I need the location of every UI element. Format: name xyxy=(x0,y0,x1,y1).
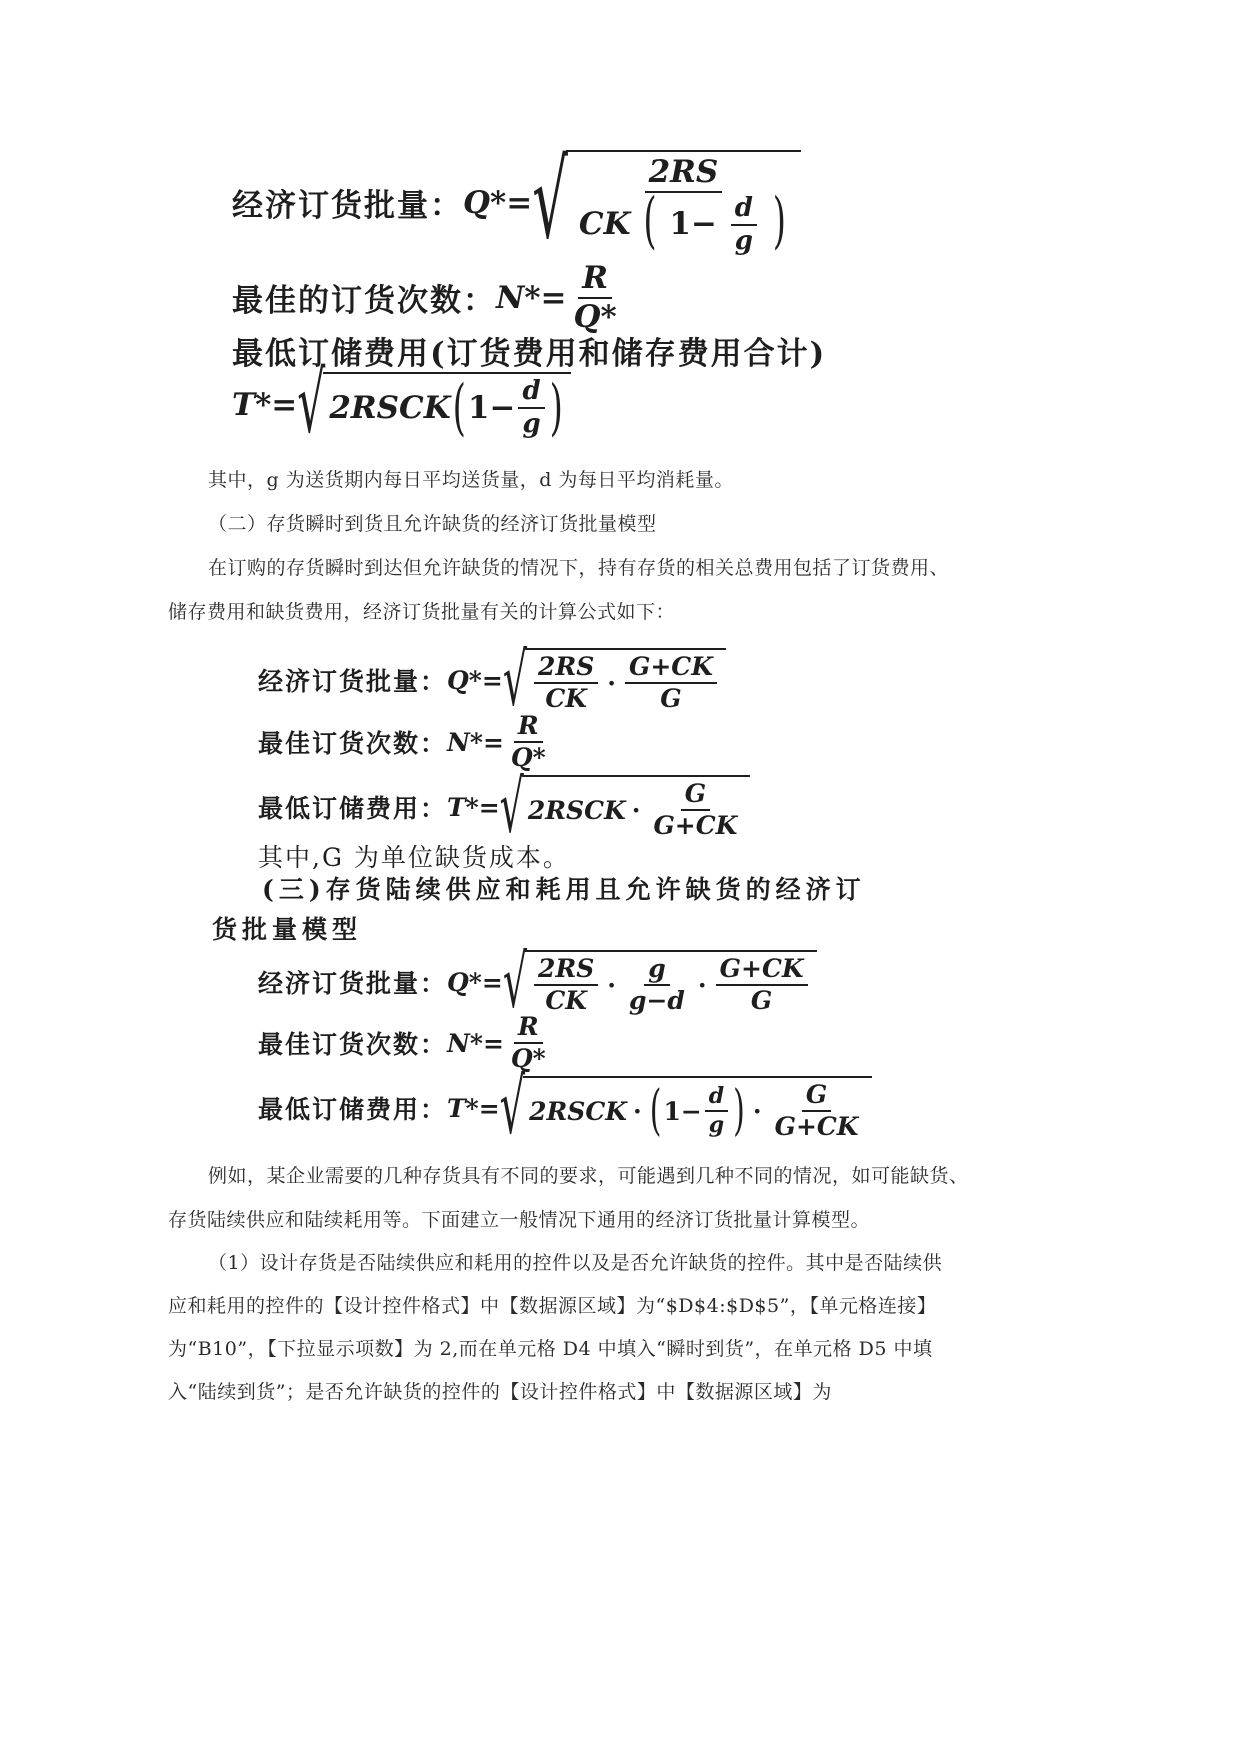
note-line xyxy=(258,838,570,874)
fraction-denominator: g xyxy=(522,409,541,440)
fraction-denominator: g−d xyxy=(629,986,685,1016)
formula-label: 最佳的订货次数： xyxy=(232,283,496,320)
fraction-denominator: Q* xyxy=(510,743,546,773)
fraction-numerator: G+CK xyxy=(716,956,808,986)
paragraph-line: （1）设计存货是否陆续供应和耗用的控件以及是否允许缺货的控件。其中是否陆续供 xyxy=(208,1252,943,1274)
paragraph-line: 例如，某企业需要的几种存货具有不同的要求，可能遇到几种不同的情况，如可能缺货、 xyxy=(208,1165,969,1187)
fraction-denominator: G+CK xyxy=(653,811,738,841)
formula-t-3 xyxy=(258,1064,872,1152)
section-heading: 最低订储费用(订货费用和储存费用合计) xyxy=(232,336,827,372)
fraction-numerator: G+CK xyxy=(625,654,717,684)
paragraph-line: 入“陆续到货”；是否允许缺货的控件的【设计控件格式】中【数据源区域】为 xyxy=(168,1381,832,1403)
fraction-numerator: G xyxy=(681,781,710,811)
formula-label: 经济订货批量： xyxy=(258,667,448,697)
formula-lhs: T*= xyxy=(232,387,298,424)
fraction-denominator: CK xyxy=(545,684,587,714)
sqrt-sign: √ 2RSCK · ( 1− $\frac{d}{g}$ ) · $\frac{G}{G+CK}$ xyxy=(500,1076,872,1141)
formula-lhs: T*= xyxy=(447,1093,500,1123)
paragraph-line: 在订购的存货瞬时到达但允许缺货的情况下，持有存货的相关总费用包括了订货费用、 xyxy=(208,557,950,579)
fraction-denominator: G xyxy=(750,986,773,1016)
fraction-denominator: g xyxy=(708,1112,725,1139)
formula-label: 经济订货批量： xyxy=(258,969,448,999)
formula-eoq-2 xyxy=(258,638,726,723)
formula-lhs: N*= xyxy=(447,1028,504,1058)
paragraph-line: 应和耗用的控件的【设计控件格式】中【数据源区域】为“$D$4:$D$5”，【单元格连接】 xyxy=(168,1295,937,1317)
fraction-numerator: 2RS xyxy=(645,156,723,193)
formula-lhs: N*= xyxy=(496,279,567,316)
formula-label: 最低订储费用： xyxy=(258,794,448,824)
one-minus: 1− xyxy=(669,205,717,242)
fraction-numerator: g xyxy=(644,956,669,986)
formula-t-1 xyxy=(232,355,571,453)
one-minus: 1− xyxy=(467,390,516,427)
fraction-numerator: d xyxy=(518,378,544,409)
fraction-numerator: R xyxy=(514,713,543,743)
formula-lhs: Q*= xyxy=(447,665,503,695)
section3-heading-line2: 货批量模型 xyxy=(212,915,363,944)
formula-eoq-1 xyxy=(232,139,801,264)
paragraph-line: 为“B10”，【下拉显示项数】为 2,而在单元格 D4 中填入“瞬时到货”，在单元格 D5 中填 xyxy=(168,1338,933,1360)
formula-n-2 xyxy=(258,713,553,772)
fraction-numerator: R xyxy=(514,1014,543,1044)
formula-t-2 xyxy=(258,765,750,850)
fraction-denominator: Q* xyxy=(573,298,617,335)
fraction-denominator: G+CK xyxy=(774,1112,859,1142)
paragraph-line: 其中，g 为送货期内每日平均送货量，d 为每日平均消耗量。 xyxy=(208,469,734,491)
formula-term: 2RSCK xyxy=(329,390,451,427)
subsection-heading: （二）存货瞬时到货且允许缺货的经济订货批量模型 xyxy=(208,513,657,535)
formula-term: 2RSCK xyxy=(529,1096,627,1126)
fraction-numerator: 2RS xyxy=(534,654,598,684)
formula-lhs: N*= xyxy=(447,727,504,757)
formula-lhs: T*= xyxy=(447,792,500,822)
paragraph-line: 存货陆续供应和陆续耗用等。下面建立一般情况下通用的经济订货批量计算模型。 xyxy=(168,1209,871,1231)
note-text: 其中,G 为单位缺货成本。 xyxy=(258,843,570,872)
formula-term: 2RSCK xyxy=(527,795,626,825)
sqrt-sign: √ $\frac{2RS}{CK}$ · $\frac{G+CK}{G}$ xyxy=(503,648,726,713)
sqrt-sign: √ $\frac{2RS}{CK}$ · $\frac{g}{g-d}$ · $\frac{G+CK}{G}$ xyxy=(503,950,817,1015)
formula-lhs: Q*= xyxy=(447,967,503,997)
fraction-denominator: CK xyxy=(578,205,631,242)
fraction-numerator: d xyxy=(731,195,757,226)
formula-n-1 xyxy=(232,262,624,333)
formula-label: 最低订储费用： xyxy=(258,1095,448,1125)
fraction-denominator: G xyxy=(660,684,682,714)
fraction-numerator: R xyxy=(578,262,612,299)
sqrt-sign: √ 2RSCK · $\frac{G}{G+CK}$ xyxy=(500,775,751,840)
fraction-numerator: 2RS xyxy=(534,956,598,986)
one-minus: 1− xyxy=(663,1096,702,1126)
fraction-numerator: G xyxy=(802,1082,831,1112)
fraction-denominator: g xyxy=(734,225,753,256)
formula-label: 最佳订货次数： xyxy=(258,729,448,759)
formula-label: 最佳订货次数： xyxy=(258,1030,448,1060)
formula-lhs: Q*= xyxy=(463,184,533,221)
sqrt-sign: √ 2RSCK ( 1− $\frac{d}{g}$ ) xyxy=(297,372,571,439)
fraction-numerator: d xyxy=(705,1085,728,1112)
fraction-denominator: CK xyxy=(545,986,587,1016)
formula-label: 经济订货批量： xyxy=(232,188,463,225)
fraction-denominator: Q* xyxy=(510,1044,546,1074)
section3-heading-line1: (三)存货陆续供应和耗用且允许缺货的经济订 xyxy=(262,875,866,904)
sqrt-sign: √ 2RS CK ( 1− $\frac{d}{g}$ ) xyxy=(532,150,801,255)
formula-eoq-3 xyxy=(258,940,817,1025)
paragraph-line: 储存费用和缺货费用，经济订货批量有关的计算公式如下： xyxy=(168,601,676,623)
